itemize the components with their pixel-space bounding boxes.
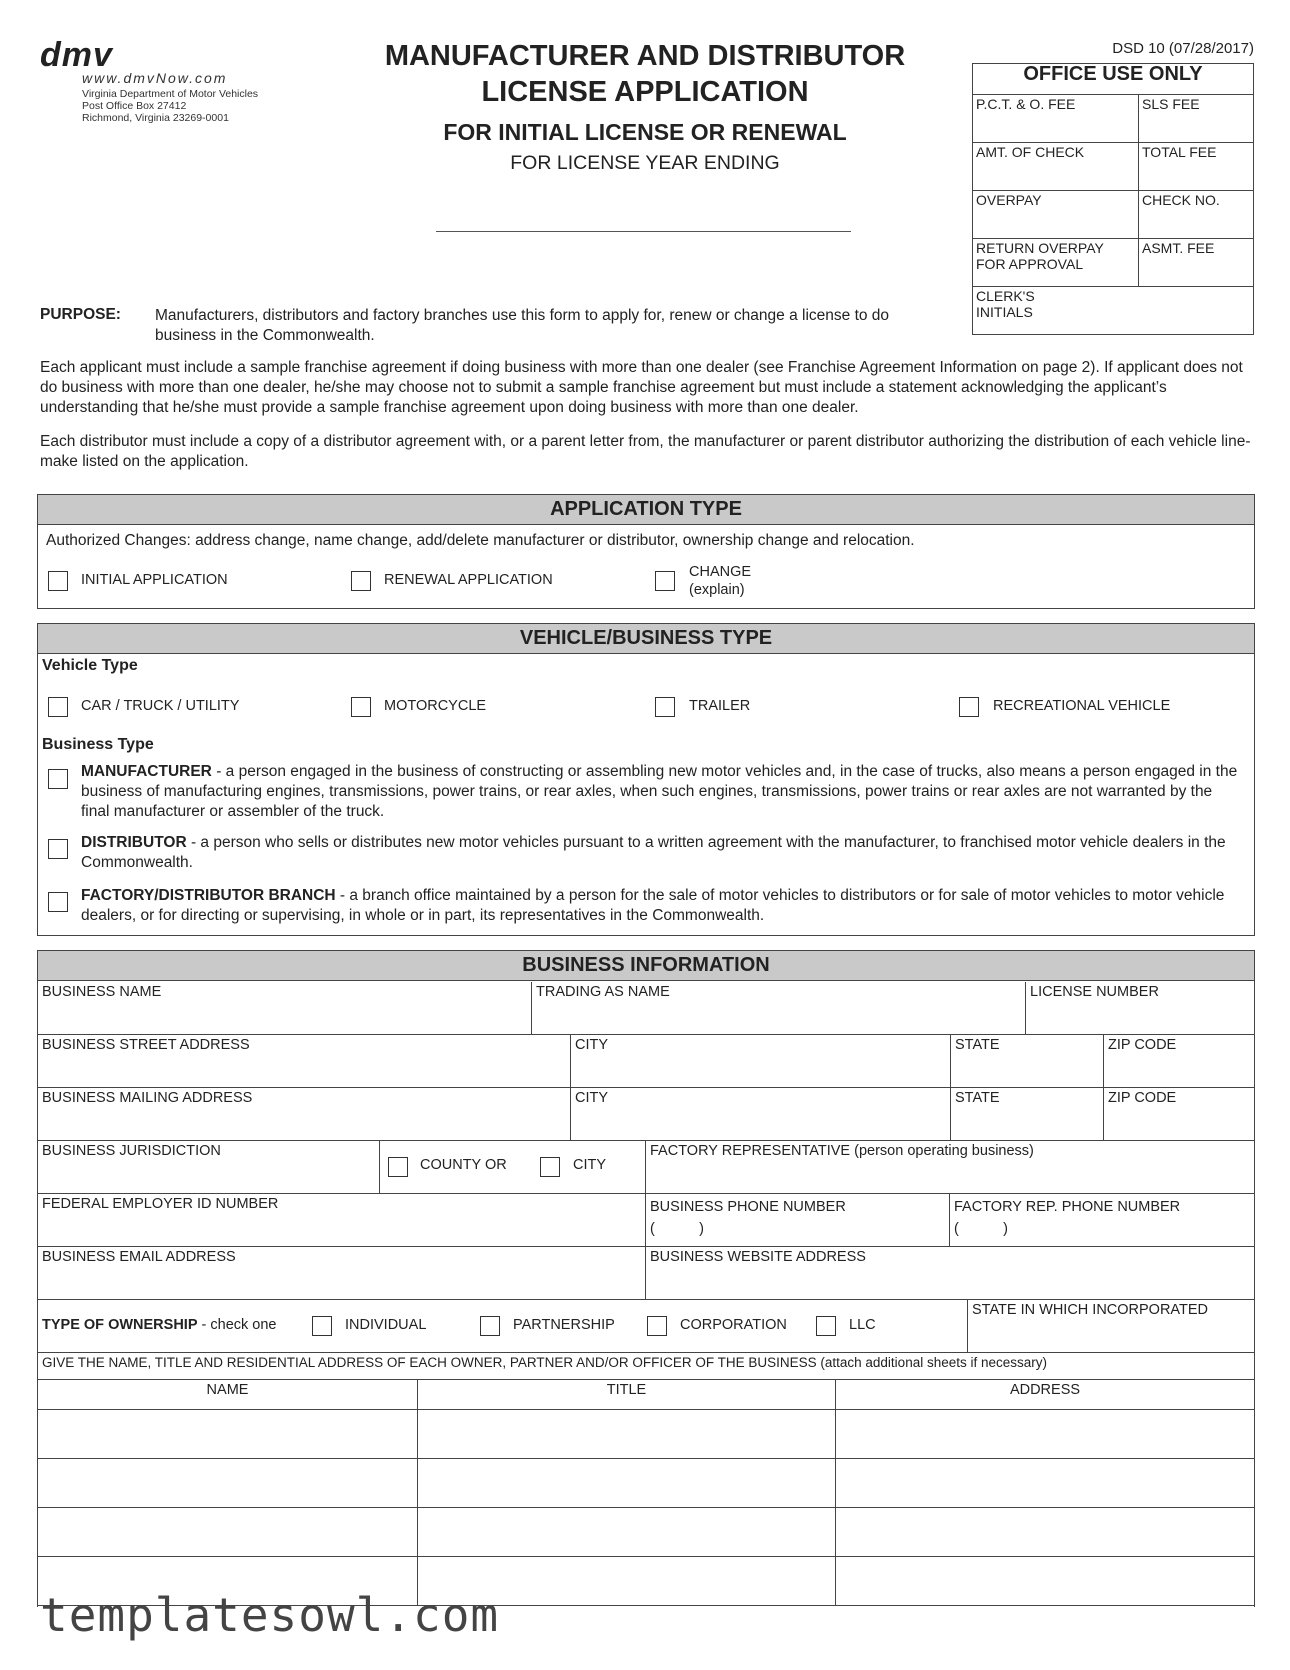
vehicle-type-label: Vehicle Type xyxy=(42,657,138,674)
business-name-label: BUSINESS NAME xyxy=(42,984,162,1000)
website-field[interactable] xyxy=(646,1247,1254,1300)
motorcycle-label: MOTORCYCLE xyxy=(384,698,487,714)
owner-title-1[interactable] xyxy=(418,1410,836,1459)
factory-rep-label: FACTORY REPRESENTATIVE (person operating business) xyxy=(650,1143,1034,1159)
street-address-field[interactable] xyxy=(38,1035,571,1088)
renewal-application-checkbox[interactable] xyxy=(351,571,371,591)
license-number-field[interactable] xyxy=(1026,982,1254,1035)
county-checkbox[interactable] xyxy=(388,1157,408,1177)
owner-address-4[interactable] xyxy=(836,1557,1254,1606)
state-incorporated-label: STATE IN WHICH INCORPORATED xyxy=(972,1302,1209,1318)
rep-phone-field[interactable] xyxy=(950,1194,1254,1247)
agency-po-box: Post Office Box 27412 xyxy=(82,100,187,112)
rep-phone-label: FACTORY REP. PHONE NUMBER xyxy=(954,1199,1181,1215)
city-jurisdiction-label: CITY xyxy=(573,1157,607,1173)
ownership-label xyxy=(42,1317,277,1333)
purpose-text: Manufacturers, distributors and factory branches use this form to apply for, renew or change a license to do business in the Commonwealth. xyxy=(155,307,890,344)
ownership-hint: - check one xyxy=(197,1317,277,1333)
owner-title-3[interactable] xyxy=(418,1508,836,1557)
application-type-section xyxy=(37,494,1255,609)
mailing-zip-label: ZIP CODE xyxy=(1108,1090,1177,1106)
street-state-label: STATE xyxy=(955,1037,1000,1053)
owner-name-3[interactable] xyxy=(38,1508,418,1557)
col-name-label: NAME xyxy=(206,1382,249,1398)
col-address-header xyxy=(836,1380,1254,1410)
partnership-label: PARTNERSHIP xyxy=(513,1317,615,1333)
street-city-label: CITY xyxy=(575,1037,609,1053)
factory-branch-text: - a branch office maintained by a person for the sale of motor vehicles to distributors or for sale of motor vehicles to motor vehicle dealers, or for directing or supervising, in whole or in part, its representatives in the Commonwealth. xyxy=(81,887,1225,924)
manufacturer-description xyxy=(81,762,1241,822)
change-explain: (explain) xyxy=(689,582,745,598)
ownership-label-bold: TYPE OF OWNERSHIP xyxy=(42,1317,198,1333)
distributor-checkbox[interactable] xyxy=(48,839,68,859)
clerk-initials-cell: CLERK'S INITIALS xyxy=(973,287,1254,335)
llc-label: LLC xyxy=(849,1317,876,1333)
business-information-section xyxy=(37,950,1255,1607)
business-type-label: Business Type xyxy=(42,736,154,753)
form-number: DSD 10 (07/28/2017) xyxy=(1112,40,1254,57)
asmt-fee-cell: ASMT. FEE xyxy=(1139,239,1254,287)
total-fee-cell: TOTAL FEE xyxy=(1139,143,1254,191)
county-or-label: COUNTY OR xyxy=(420,1157,507,1173)
email-label: BUSINESS EMAIL ADDRESS xyxy=(42,1249,236,1265)
llc-checkbox[interactable] xyxy=(816,1316,836,1336)
individual-checkbox[interactable] xyxy=(312,1316,332,1336)
vehicle-business-heading: VEHICLE/BUSINESS TYPE xyxy=(38,624,1254,654)
mailing-address-label: BUSINESS MAILING ADDRESS xyxy=(42,1090,253,1106)
mailing-city-field[interactable] xyxy=(571,1088,951,1141)
jurisdiction-field[interactable] xyxy=(38,1141,380,1194)
business-information-heading: BUSINESS INFORMATION xyxy=(38,951,1254,981)
office-use-heading: OFFICE USE ONLY xyxy=(973,64,1254,95)
change-checkbox[interactable] xyxy=(655,571,675,591)
manufacturer-checkbox[interactable] xyxy=(48,769,68,789)
license-year-label: FOR LICENSE YEAR ENDING xyxy=(510,152,780,174)
trailer-label: TRAILER xyxy=(689,698,751,714)
col-title-label: TITLE xyxy=(606,1382,647,1398)
franchise-paragraph: Each applicant must include a sample franchise agreement if doing business with more than one dealer (see Franchise Agreement Information on page 2). If applicant does not do business with more than one dealer, he/she may choose not to submit a sample franchise agreement but must include a statement acknowledging the applicant’s understanding that he/she must provide a sample franchise agreement upon doing business with more than one dealer. xyxy=(40,359,1243,416)
mailing-address-field[interactable] xyxy=(38,1088,571,1141)
factory-branch-checkbox[interactable] xyxy=(48,892,68,912)
pct-fee-cell: P.C.T. & O. FEE xyxy=(973,95,1139,143)
state-incorporated-field[interactable] xyxy=(968,1300,1254,1353)
agency-address xyxy=(82,88,258,124)
sls-fee-cell: SLS FEE xyxy=(1139,95,1254,143)
mailing-state-label: STATE xyxy=(955,1090,1000,1106)
car-truck-checkbox[interactable] xyxy=(48,697,68,717)
jurisdiction-options xyxy=(380,1141,646,1194)
recreational-vehicle-checkbox[interactable] xyxy=(959,697,979,717)
website-label: BUSINESS WEBSITE ADDRESS xyxy=(650,1249,866,1265)
owners-instruction-text: GIVE THE NAME, TITLE AND RESIDENTIAL ADDRESS OF EACH OWNER, PARTNER AND/OR OFFICER OF THE BUSINESS (attach additional sheets if necessary) xyxy=(42,1355,1048,1370)
watermark: templatesowl.com xyxy=(40,1588,500,1642)
initial-application-checkbox[interactable] xyxy=(48,571,68,591)
motorcycle-checkbox[interactable] xyxy=(351,697,371,717)
ownership-row xyxy=(38,1300,968,1353)
form-subtitle: FOR INITIAL LICENSE OR RENEWAL xyxy=(443,119,847,145)
owner-title-2[interactable] xyxy=(418,1459,836,1508)
city-jurisdiction-checkbox[interactable] xyxy=(540,1157,560,1177)
business-phone-field[interactable] xyxy=(646,1194,950,1247)
trading-as-label: TRADING AS NAME xyxy=(536,984,670,1000)
mailing-city-label: CITY xyxy=(575,1090,609,1106)
owner-address-3[interactable] xyxy=(836,1508,1254,1557)
office-use-table xyxy=(972,63,1254,335)
business-phone-area: ( ) xyxy=(650,1221,704,1237)
owner-name-2[interactable] xyxy=(38,1459,418,1508)
vehicle-business-section xyxy=(37,623,1255,936)
license-number-label: LICENSE NUMBER xyxy=(1030,984,1159,1000)
factory-rep-field[interactable] xyxy=(646,1141,1254,1194)
owner-address-2[interactable] xyxy=(836,1459,1254,1508)
title-line-1: MANUFACTURER AND DISTRIBUTOR xyxy=(384,40,906,72)
overpay-cell: OVERPAY xyxy=(973,191,1139,239)
change-text: CHANGE xyxy=(689,564,752,580)
factory-branch-title: FACTORY/DISTRIBUTOR BRANCH xyxy=(81,887,336,904)
return-overpay-cell: RETURN OVERPAY FOR APPROVAL xyxy=(973,239,1139,287)
email-field[interactable] xyxy=(38,1247,646,1300)
street-address-label: BUSINESS STREET ADDRESS xyxy=(42,1037,250,1053)
agency-name: Virginia Department of Motor Vehicles xyxy=(82,88,259,100)
amt-check-cell: AMT. OF CHECK xyxy=(973,143,1139,191)
individual-label: INDIVIDUAL xyxy=(345,1317,427,1333)
partnership-checkbox[interactable] xyxy=(480,1316,500,1336)
license-year-field[interactable] xyxy=(436,231,851,232)
distributor-title: DISTRIBUTOR xyxy=(81,834,187,851)
dmv-logo: dmv xyxy=(40,36,113,74)
distributor-text: - a person who sells or distributes new motor vehicles pursuant to a written agreement with the manufacturer, to franchised motor vehicle dealers in the Commonwealth. xyxy=(81,834,1226,871)
col-name-header xyxy=(38,1380,418,1410)
factory-branch-description xyxy=(81,886,1241,926)
change-label xyxy=(689,563,751,599)
manufacturer-text: - a person engaged in the business of constructing or assembling new motor vehicles and, in the case of trucks, also means a person engaged in the business of manufacturing engines, transmissions, power trains, or rear axles, when such engines, transmissions, power trains or rear axles are not warranted by the final manufacturer or assembler of the truck. xyxy=(81,763,1238,820)
trading-as-field[interactable] xyxy=(532,982,1026,1035)
jurisdiction-label: BUSINESS JURISDICTION xyxy=(42,1143,221,1159)
street-city-field[interactable] xyxy=(571,1035,951,1088)
title-line-2: LICENSE APPLICATION xyxy=(481,76,809,108)
business-name-field[interactable] xyxy=(38,982,532,1035)
owners-instruction xyxy=(38,1353,1254,1380)
corporation-label: CORPORATION xyxy=(680,1317,787,1333)
distributor-description xyxy=(81,833,1241,873)
street-zip-label: ZIP CODE xyxy=(1108,1037,1177,1053)
mailing-state-field[interactable] xyxy=(951,1088,1104,1141)
car-truck-label: CAR / TRUCK / UTILITY xyxy=(81,698,240,714)
trailer-checkbox[interactable] xyxy=(655,697,675,717)
street-state-field[interactable] xyxy=(951,1035,1104,1088)
col-address-label: ADDRESS xyxy=(1009,1382,1081,1398)
owner-name-1[interactable] xyxy=(38,1410,418,1459)
form-title xyxy=(360,38,930,110)
owner-address-1[interactable] xyxy=(836,1410,1254,1459)
initial-application-label: INITIAL APPLICATION xyxy=(81,572,228,588)
agency-city: Richmond, Virginia 23269-0001 xyxy=(82,112,229,124)
rep-phone-area: ( ) xyxy=(954,1221,1008,1237)
fein-label: FEDERAL EMPLOYER ID NUMBER xyxy=(42,1196,279,1212)
mailing-zip-field[interactable] xyxy=(1104,1088,1254,1141)
authorized-changes-note: Authorized Changes: address change, name change, add/delete manufacturer or distributor, ownership change and relocation. xyxy=(46,532,915,549)
fein-field[interactable] xyxy=(38,1194,646,1247)
dmv-url: www.dmvNow.com xyxy=(82,70,228,86)
street-zip-field[interactable] xyxy=(1104,1035,1254,1088)
application-type-heading: APPLICATION TYPE xyxy=(38,495,1254,525)
recreational-vehicle-label: RECREATIONAL VEHICLE xyxy=(993,698,1171,714)
col-title-header xyxy=(418,1380,836,1410)
purpose-label: PURPOSE: xyxy=(40,306,121,323)
manufacturer-title: MANUFACTURER xyxy=(81,763,212,780)
distributor-paragraph: Each distributor must include a copy of a distributor agreement with, or a parent letter from, the manufacturer or parent distributor authorizing the distribution of each vehicle line-make listed on the application. xyxy=(40,433,1251,470)
check-no-cell: CHECK NO. xyxy=(1139,191,1254,239)
renewal-application-label: RENEWAL APPLICATION xyxy=(384,572,553,588)
corporation-checkbox[interactable] xyxy=(647,1316,667,1336)
business-phone-label: BUSINESS PHONE NUMBER xyxy=(650,1199,846,1215)
